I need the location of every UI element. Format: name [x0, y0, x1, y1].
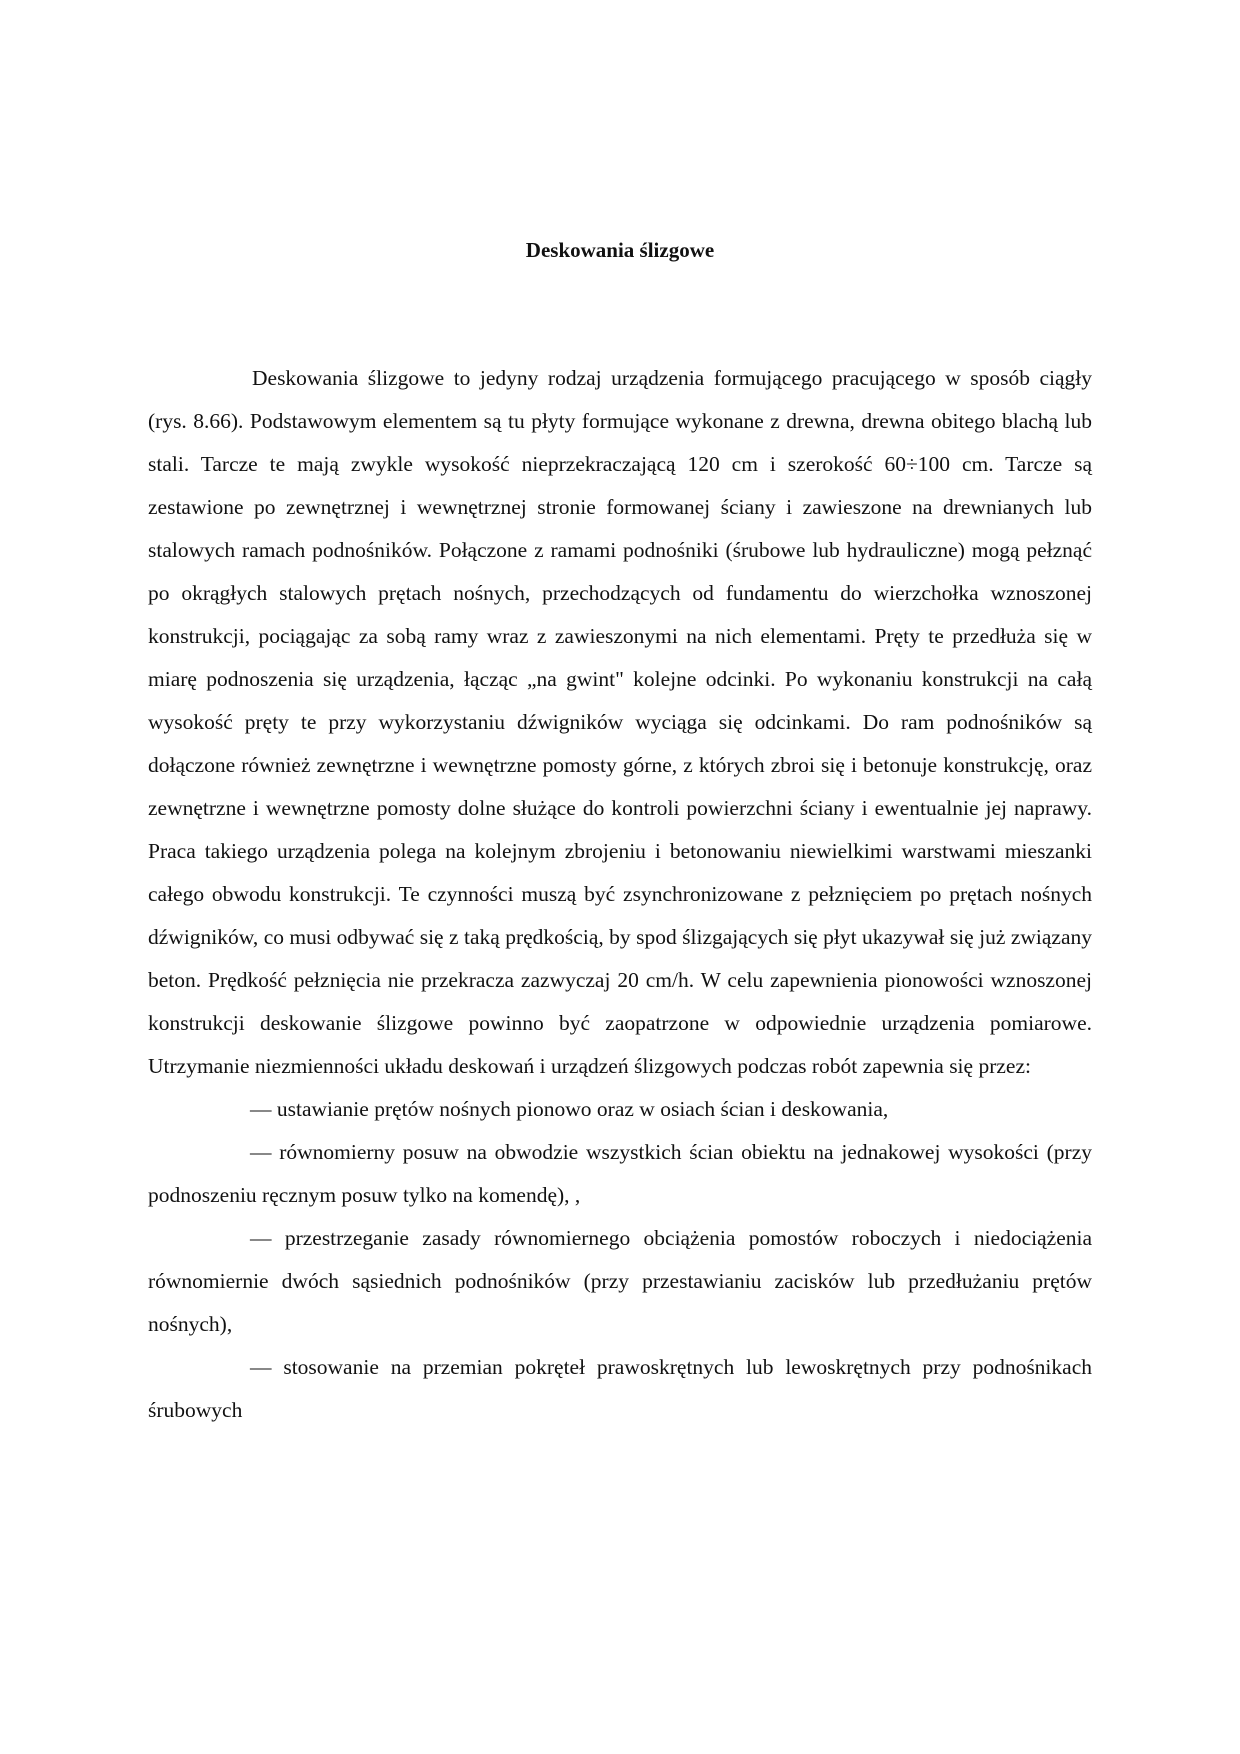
- list-item: — przestrzeganie zasady równomiernego obciążenia pomostów roboczych i niedociążenia równomiernie dwóch sąsiednich podnośników (przy przestawianiu zacisków lub przedłużaniu prętów nośnych),: [148, 1226, 1092, 1336]
- main-paragraph: Deskowania ślizgowe to jedyny rodzaj urządzenia formującego pracującego w sposób ciągły (rys. 8.66). Podstawowym elementem są tu płyty formujące wykonane z drewna, drewna obitego blachą lub stali. Tarcze te mają zwykle wysokość nieprzekraczającą 120 cm i szerokość 60÷100 cm. Tarcze są zestawione po zewnętrznej i wewnętrznej stronie formowanej ściany i zawieszone na drewnianych lub stalowych ramach podnośników. Połączone z ramami podnośniki (śrubowe lub hydrauliczne) mogą pełznąć po okrągłych stalowych prętach nośnych, przechodzących od fundamentu do wierzchołka wznoszonej konstrukcji, pociągając za sobą ramy wraz z zawieszonymi na nich elementami. Pręty te przedłuża się w miarę podnoszenia się urządzenia, łącząc „na gwint" kolejne odcinki. Po wykonaniu konstrukcji na całą wysokość pręty te przy wykorzystaniu dźwigników wyciąga się odcinkami. Do ram podnośników są dołączone również zewnętrzne i wewnętrzne pomosty górne, z których zbroi się i betonuje konstrukcję, oraz zewnętrzne i wewnętrzne pomosty dolne służące do kontroli powierzchni ściany i ewentualnie jej naprawy. Praca takiego urządzenia polega na kolejnym zbrojeniu i betonowaniu niewielkimi warstwami mieszanki całego obwodu konstrukcji. Te czynności muszą być zsynchronizowane z pełznięciem po prętach nośnych dźwigników, co musi odbywać się z taką prędkością, by spod ślizgających się płyt ukazywał się już związany beton. Prędkość pełznięcia nie przekracza zazwyczaj 20 cm/h. W celu zapewnienia pionowości wznoszonej konstrukcji deskowanie ślizgowe powinno być zaopatrzone w odpowiednie urządzenia pomiarowe. Utrzymanie niezmienności układu deskowań i urządzeń ślizgowych podczas robót zapewnia się przez:: [148, 366, 1092, 1078]
- list-item: — stosowanie na przemian pokręteł prawoskrętnych lub lewoskrętnych przy podnośnikach śrubowych: [148, 1355, 1092, 1422]
- list-item: — ustawianie prętów nośnych pionowo oraz w osiach ścian i deskowania,: [250, 1097, 889, 1121]
- list-item: — równomierny posuw na obwodzie wszystkich ścian obiektu na jednakowej wysokości (przy podnoszeniu ręcznym posuw tylko na komendę), ,: [148, 1140, 1092, 1207]
- document-body: [148, 357, 1092, 1432]
- page-title: Deskowania ślizgowe: [525, 238, 715, 262]
